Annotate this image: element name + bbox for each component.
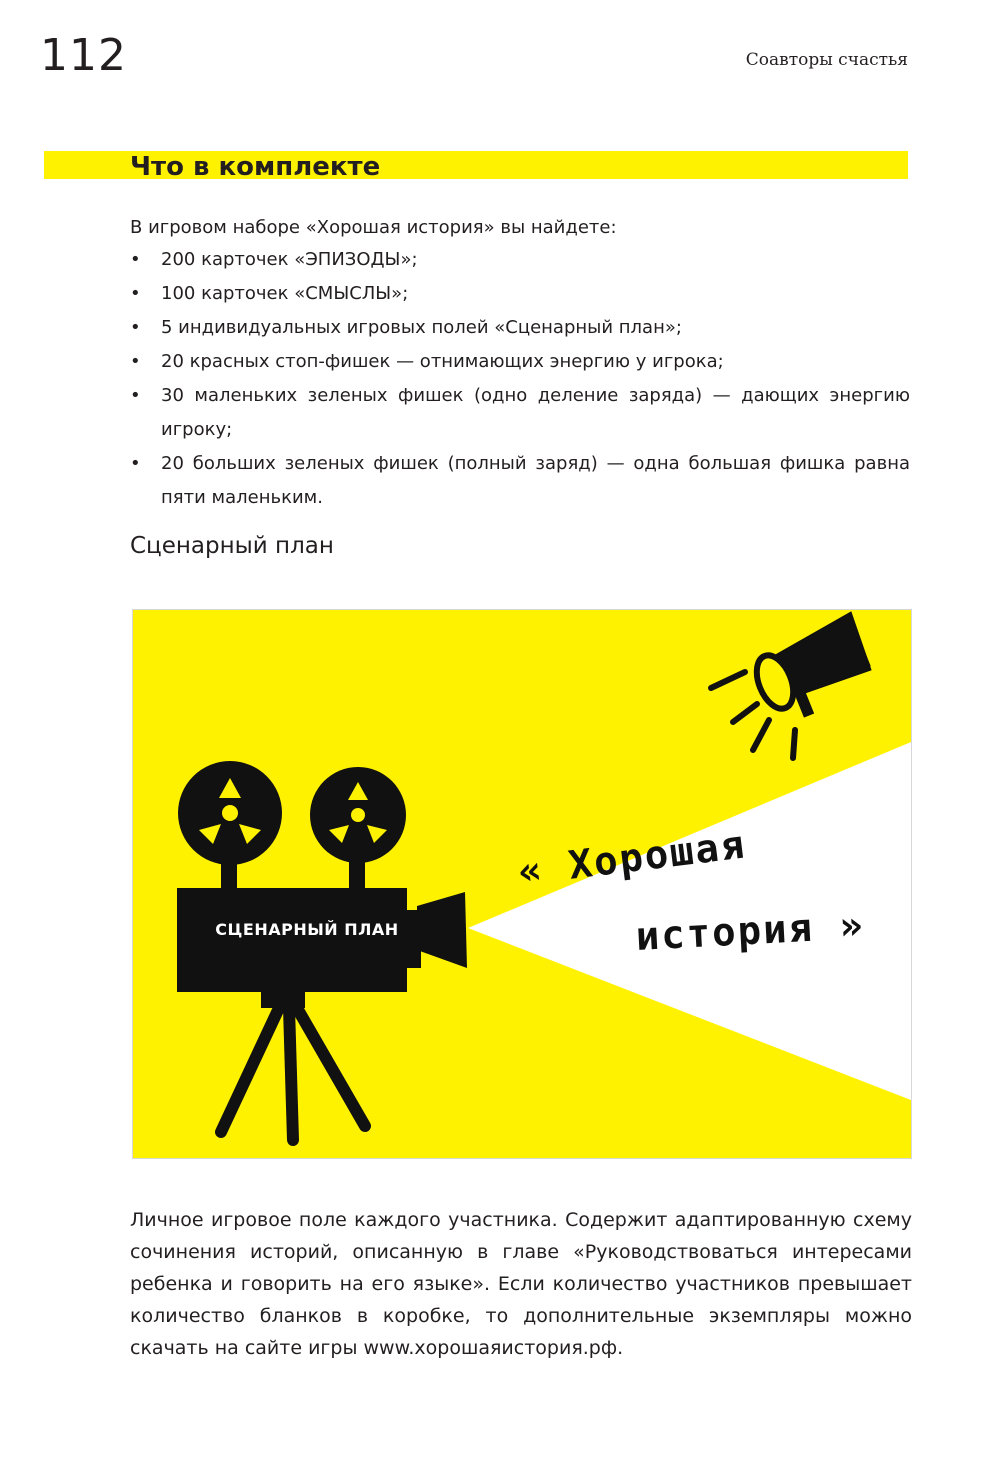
megaphone-icon	[711, 612, 871, 758]
game-title-line2: история »	[634, 903, 867, 960]
film-reel-left-icon	[178, 761, 282, 892]
description-paragraph: Личное игровое поле каждого участника. Содержит адаптированную схему сочинения историй, описанную в главе «Руководствоваться интересами ребенка и говорить на его языке». Если количество участников превышает количество бланков в коробке, то дополнительные экземпляры можно скачать на сайте игры www.хорошаяистория.рф.	[130, 1209, 912, 1359]
film-reel-right-icon	[310, 767, 406, 892]
list-item: • 30 маленьких зеленых фишек (одно деление заряда) — дающих энергию игроку;	[130, 379, 910, 447]
list-item: • 5 индивидуальных игровых полей «Сценарный план»;	[130, 311, 910, 345]
subsection-title: Сценарный план	[130, 533, 334, 559]
camera-body	[177, 888, 407, 992]
kit-list	[130, 243, 910, 515]
list-item: • 200 карточек «ЭПИЗОДЫ»;	[130, 243, 910, 277]
game-title-line1: « Хорошая	[515, 822, 749, 895]
kit-intro: В игровом наборе «Хорошая история» вы найдете:	[130, 217, 617, 238]
page-number: 112	[40, 30, 127, 81]
running-head: Соавторы счастья	[745, 50, 908, 70]
section-title: Что в комплекте	[130, 152, 381, 182]
scenario-plan-illustration	[132, 609, 912, 1159]
list-item: • 20 красных стоп-фишек — отнимающих энергию у игрока;	[130, 345, 910, 379]
list-item: • 20 больших зеленых фишек (полный заряд) — одна большая фишка равна пяти маленьким.	[130, 447, 910, 515]
list-item: • 100 карточек «СМЫСЛЫ»;	[130, 277, 910, 311]
camera-lens	[417, 892, 467, 968]
camera-label: СЦЕНАРНЫЙ ПЛАН	[215, 920, 399, 939]
